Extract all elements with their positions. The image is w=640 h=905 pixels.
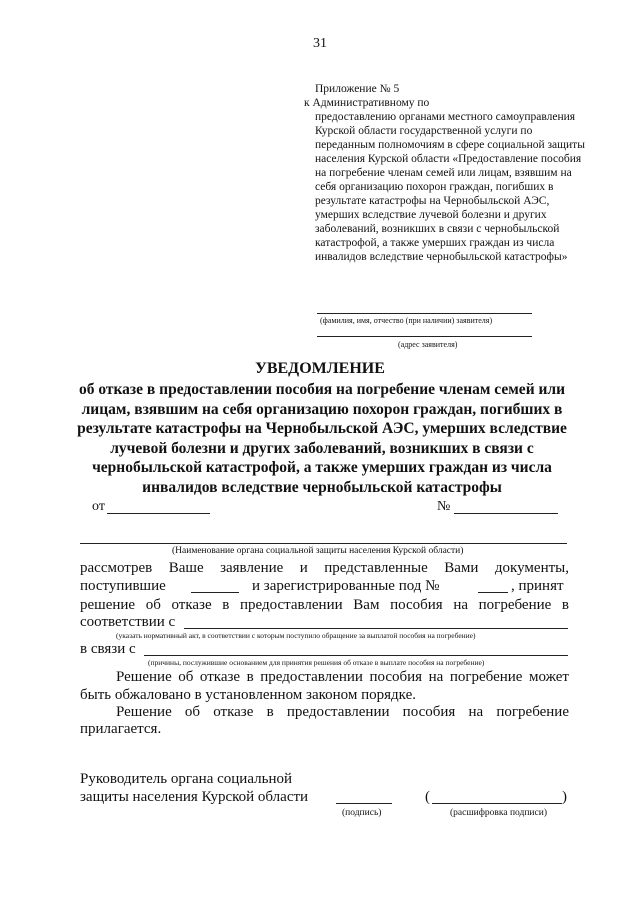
body-line-2-end: , принят (511, 578, 564, 594)
subtitle-line: результате катастрофы на Чернобыльской АЭС, умерших вследствие (77, 420, 567, 437)
paragraph-2-line-1: Решение об отказе в предоставлении пособия на погребение может (116, 669, 569, 685)
organization-line (80, 543, 567, 544)
from-label: от (92, 499, 105, 514)
decoding-caption: (расшифровка подписи) (450, 808, 547, 818)
close-paren: ) (562, 789, 567, 805)
appendix-line: Курской области государственной услуги по (315, 125, 533, 137)
appendix-line: себя организацию похорон граждан, погибших в (315, 181, 554, 193)
signature-line (336, 803, 392, 804)
applicant-name-line (317, 313, 532, 314)
appendix-line: результате катастрофы на Чернобыльской АЭС, (315, 195, 550, 207)
subtitle-line: инвалидов вследствие чернобыльской катастрофы (142, 478, 502, 496)
registration-number-blank (478, 592, 508, 593)
body-line-3: решение об отказе в предоставлении Вам пособия на погребение в (80, 597, 569, 613)
appendix-line: предоставлению органами местного самоуправления (315, 111, 576, 123)
paragraph-3-line-2: прилагается. (80, 721, 162, 737)
notice-subtitle (72, 380, 572, 497)
date-line (107, 513, 210, 514)
body-line-2-start: поступившие (80, 578, 166, 594)
appendix-line: заболеваний, возникших в связи с чернобыльской (315, 223, 560, 235)
appendix-line: катастрофой, а также умерших граждан из числа (315, 237, 555, 249)
organization-caption: (Наименование органа социальной защиты населения Курской области) (172, 546, 464, 556)
normative-act-line (184, 628, 568, 629)
appendix-line: на погребение членам семей или лицам, взявшим на (315, 167, 572, 179)
reason-caption: (причины, послужившие основанием для принятия решения об отказе в выплате пособия на погребение) (148, 658, 485, 667)
reason-line (144, 655, 568, 656)
applicant-address-line (317, 336, 532, 337)
decoding-line (432, 803, 562, 804)
body-line-4-label: соответствии с (80, 614, 176, 630)
subtitle-line: чернобыльской катастрофой, а также умерших граждан из числа (92, 459, 552, 476)
head-title-line-2: защиты населения Курской области (80, 789, 309, 805)
body-line-5-label: в связи с (80, 641, 136, 657)
applicant-name-caption: (фамилия, имя, отчество (при наличии) заявителя) (320, 316, 493, 325)
head-title-line-1: Руководитель органа социальной (80, 771, 292, 787)
subtitle-line: об отказе в предоставлении пособия на погребение членам семей или (78, 381, 566, 398)
body-line-2-middle: и зарегистрированные под № (252, 578, 440, 594)
paragraph-2-line-2: быть обжаловано в установленном законом порядке. (80, 687, 416, 703)
appendix-line: умерших вследствие лучевой болезни и других (315, 209, 547, 221)
appendix-title: Приложение № 5 (315, 83, 400, 95)
applicant-address-caption: (адрес заявителя) (398, 340, 458, 349)
appendix-block (304, 82, 615, 264)
page-number: 31 (313, 36, 327, 51)
notice-title: УВЕДОМЛЕНИЕ (255, 360, 385, 377)
number-line (454, 513, 558, 514)
signature-caption: (подпись) (342, 808, 382, 818)
body-line-1: рассмотрев Ваше заявление и представленные Вами документы, (80, 560, 569, 576)
paragraph-3-line-1: Решение об отказе в предоставлении пособия на погребение (116, 704, 569, 720)
appendix-reference: к Административному по (304, 97, 430, 109)
subtitle-line: лучевой болезни и других заболеваний, возникших в связи с (110, 439, 534, 457)
number-label: № (437, 499, 451, 514)
normative-act-caption: (указать нормативный акт, в соответствии с которым поступило обращение за выплатой пособия на погребение) (116, 631, 476, 640)
subtitle-line: лицам, взявшим на себя организацию похорон граждан, погибших в (81, 400, 563, 418)
received-date-blank (191, 592, 239, 593)
open-paren: ( (425, 789, 430, 805)
appendix-line: населения Курской области «Предоставление пособия (315, 153, 582, 165)
appendix-line: инвалидов вследствие чернобыльской катастрофы» (315, 251, 568, 263)
appendix-line: переданным полномочиям в сфере социальной защиты (315, 139, 585, 151)
